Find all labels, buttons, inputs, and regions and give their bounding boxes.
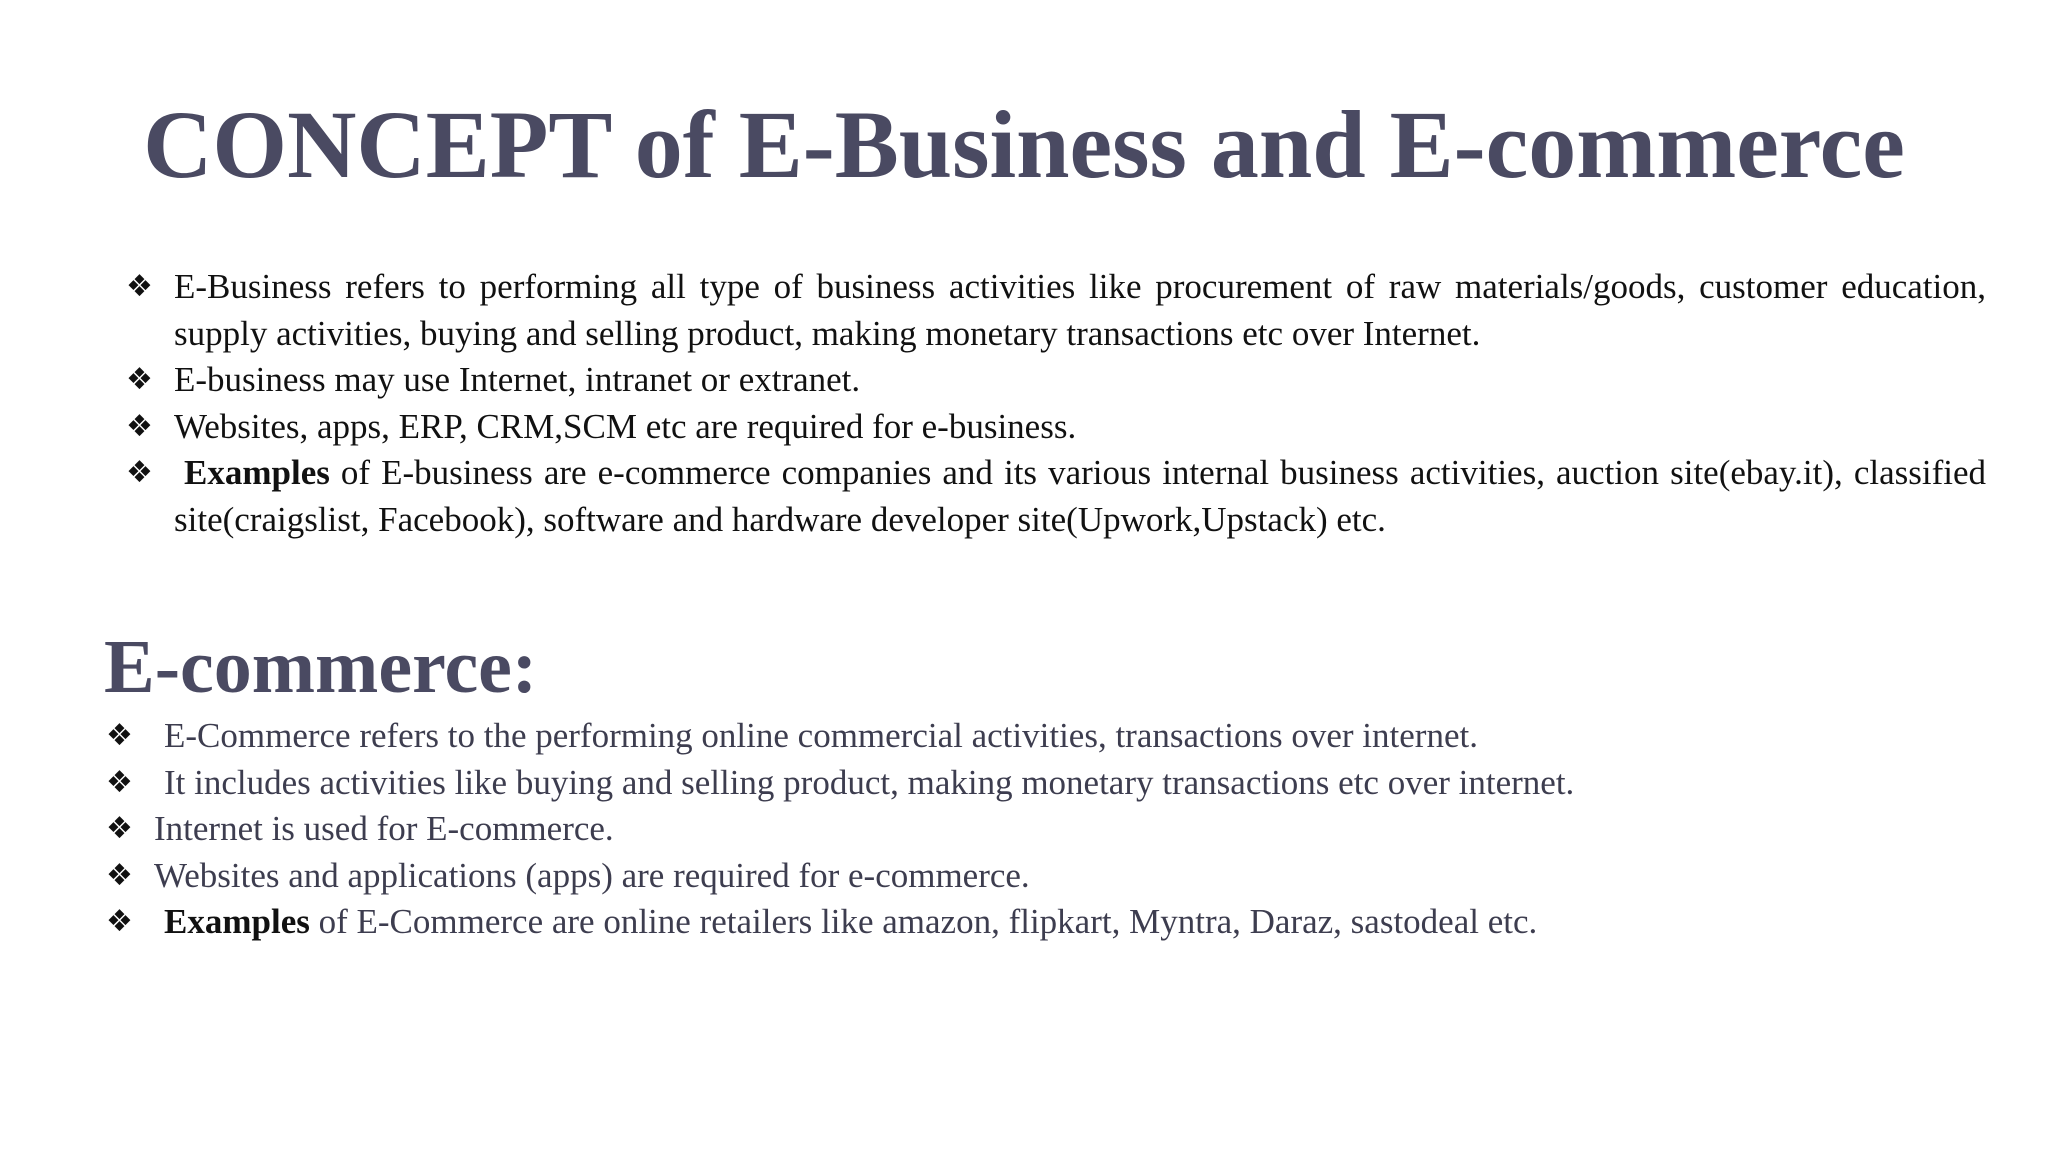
ecommerce-heading: E-commerce: <box>104 625 538 709</box>
diamond-bullet-icon: ❖ <box>126 269 153 304</box>
list-item <box>106 713 1986 760</box>
bullet-text: Websites, apps, ERP, CRM,SCM etc are required for e-business. <box>174 406 1077 446</box>
slide-title: CONCEPT of E-Business and E-commerce <box>143 91 1905 198</box>
diamond-bullet-icon: ❖ <box>126 408 153 444</box>
examples-label: Examples <box>164 902 310 941</box>
list-item <box>126 264 1986 357</box>
diamond-bullet-icon: ❖ <box>106 718 133 753</box>
list-item <box>106 806 1986 853</box>
bullet-text: E-Business refers to performing all type of business activities like procurement of raw materials/goods, customer education, supply activities, buying and selling product, making monetary transactions etc over Internet. <box>174 267 1986 353</box>
ebusiness-list <box>126 264 1986 543</box>
list-item <box>126 450 1986 543</box>
diamond-bullet-icon: ❖ <box>106 764 133 800</box>
bullet-text: It includes activities like buying and selling product, making monetary transactions etc over internet. <box>164 762 1575 802</box>
examples-label: Examples <box>184 453 330 492</box>
diamond-bullet-icon: ❖ <box>106 857 133 893</box>
bullet-text: Websites and applications (apps) are required for e-commerce. <box>154 855 1030 895</box>
bullet-text: E-Commerce refers to the performing online commercial activities, transactions over internet. <box>164 716 1478 755</box>
list-item <box>106 899 1986 946</box>
examples-text: of E-business are e-commerce companies and its various internal business activities, auction site(ebay.it), classified site(craigslist, Facebook), software and hardware developer site(Upwork,Upstack) etc. <box>174 453 1986 539</box>
list-item <box>106 760 1986 807</box>
diamond-bullet-icon: ❖ <box>126 362 153 397</box>
list-item <box>106 853 1986 900</box>
list-item <box>126 357 1986 404</box>
examples-text: of E-Commerce are online retailers like amazon, flipkart, Myntra, Daraz, sastodeal etc. <box>309 902 1538 941</box>
diamond-bullet-icon: ❖ <box>126 455 153 490</box>
list-item <box>126 404 1986 451</box>
bullet-text: Internet is used for E-commerce. <box>154 809 614 848</box>
diamond-bullet-icon: ❖ <box>106 811 133 846</box>
diamond-bullet-icon: ❖ <box>106 904 133 939</box>
ecommerce-list <box>106 713 1986 946</box>
bullet-text: E-business may use Internet, intranet or extranet. <box>174 360 861 399</box>
